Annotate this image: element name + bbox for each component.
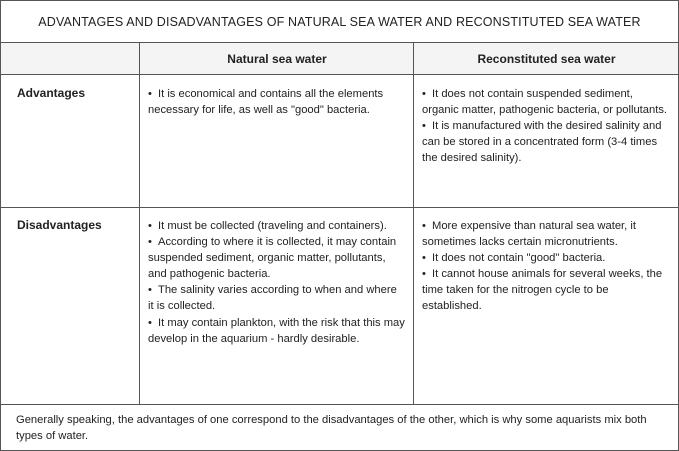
bullet-text: It does not contain "good" bacteria. [432,252,606,265]
bullet-list [148,86,405,118]
row-label-cell [1,208,140,404]
bullet-text: It may contain plankton, with the risk that this may develop in the aquarium - hardly desirable. [148,316,405,345]
bullet-item [422,118,670,166]
bullet-icon: • [422,252,426,265]
bullet-list [422,86,670,166]
bullet-item [148,218,405,234]
bullet-item [422,218,670,250]
advantages-reconstituted-cell [415,75,678,207]
bullet-item [148,282,405,314]
bullet-icon: • [148,220,152,232]
bullet-text: It is economical and contains all the elements necessary for life, as well as "good" bacteria. [148,88,384,117]
header-cell-natural [141,43,414,74]
bullet-list [148,218,405,347]
bullet-icon: • [422,220,426,232]
bullet-item [422,250,670,266]
bullet-icon: • [422,88,426,100]
bullet-text: According to where it is collected, it may contain suspended sediment, organic matter, pollutants, and pathogenic bacteria. [148,236,397,281]
table-row-advantages [1,75,678,208]
bullet-icon: • [148,236,152,249]
bullet-icon: • [422,120,426,133]
bullet-text: It does not contain suspended sediment, organic matter, pathogenic bacteria, or pollutants. [422,88,668,117]
disadvantages-reconstituted-cell [415,208,678,404]
bullet-text: It cannot house animals for several weeks, the time taken for the nitrogen cycle to be established. [422,268,663,313]
bullet-icon: • [148,284,152,297]
bullet-icon: • [148,316,152,329]
row-label-cell [1,75,140,207]
header-cell-reconstituted [415,43,678,74]
table-header-row [1,43,678,75]
bullet-item [422,86,670,118]
bullet-item [422,266,670,314]
bullet-icon: • [422,268,426,281]
bullet-list [422,218,670,315]
bullet-item [148,234,405,282]
column-header-reconstituted: Reconstituted sea water [477,52,616,66]
disadvantages-natural-cell [141,208,414,404]
bullet-item [148,315,405,347]
bullet-text: It is manufactured with the desired salinity and can be stored in a concentrated form (3-4 times the desired salinity). [422,120,662,165]
column-header-natural: Natural sea water [227,52,327,66]
table-footer [1,405,678,450]
table-title: ADVANTAGES AND DISADVANTAGES OF NATURAL SEA WATER AND RECONSTITUTED SEA WATER [1,1,678,43]
table-row-disadvantages [1,208,678,405]
row-label-disadvantages: Disadvantages [17,218,102,232]
row-label-advantages: Advantages [17,86,86,100]
footer-note: Generally speaking, the advantages of one correspond to the disadvantages of the other, which is why some aquarists mix both types of water. [16,414,647,443]
header-cell-empty [1,43,140,74]
bullet-text: It must be collected (traveling and containers). [158,220,387,232]
bullet-item [148,86,405,118]
bullet-text: The salinity varies according to when and where it is collected. [148,284,397,313]
bullet-icon: • [148,88,152,100]
advantages-natural-cell [141,75,414,207]
bullet-text: More expensive than natural sea water, it sometimes lacks certain micronutrients. [422,220,636,249]
